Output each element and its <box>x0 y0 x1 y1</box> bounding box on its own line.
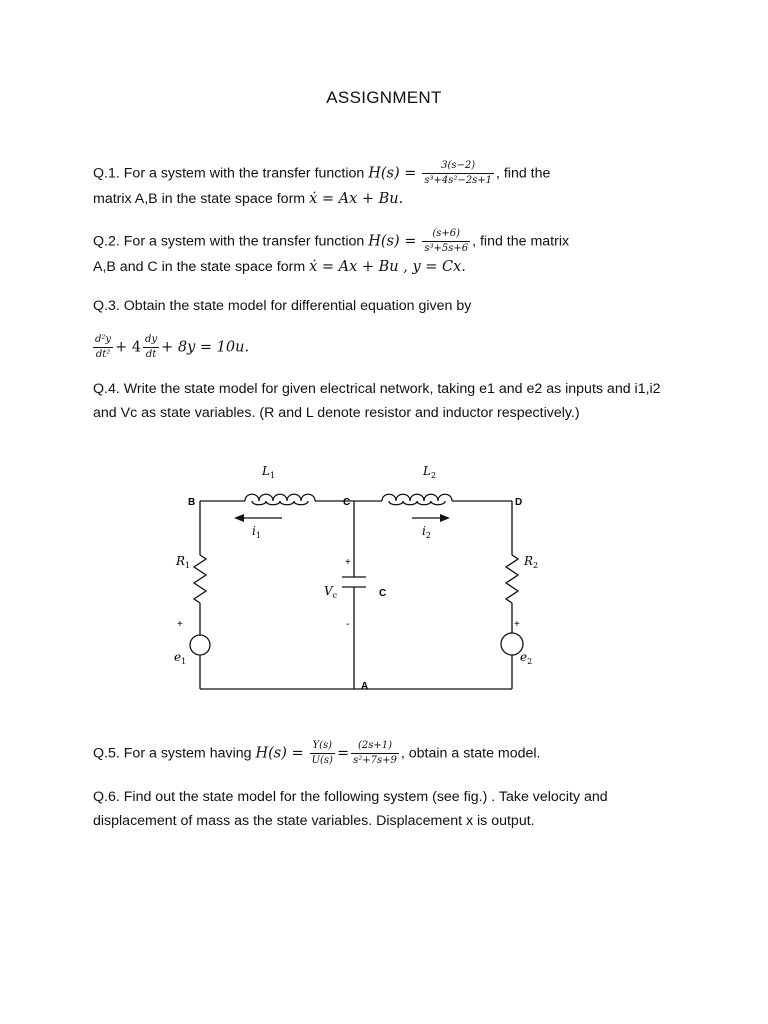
question-text: , obtain a state model. <box>400 745 541 762</box>
voltage-source-e1 <box>190 635 210 655</box>
fraction-numerator: d²y <box>93 334 113 348</box>
question-5 <box>93 740 683 767</box>
node-c-label: C <box>343 497 351 508</box>
transfer-function-fraction <box>351 740 399 767</box>
second-derivative-fraction <box>93 334 113 361</box>
arrow-i1-head <box>234 514 244 522</box>
equals-sign: = <box>336 745 350 762</box>
question-4 <box>93 377 683 425</box>
capacitor-plus-sign: + <box>345 557 351 568</box>
question-text: , find the matrix <box>472 233 570 250</box>
question-text: For a system with the transfer function <box>123 165 365 182</box>
resistor-r2 <box>506 555 518 603</box>
equation-term: + 8y = 10u. <box>161 339 250 356</box>
fraction-numerator: (2s+1) <box>351 740 399 754</box>
question-text: A,B and C in the state space form <box>93 259 306 275</box>
question-number: Q.1. <box>93 165 120 182</box>
inductor-l2 <box>382 494 452 505</box>
transfer-function-label: H(s) = <box>255 745 304 762</box>
node-b-label: B <box>188 497 196 508</box>
question-number: Q.4. <box>93 381 120 397</box>
fraction-denominator: dt² <box>95 349 111 360</box>
question-text: matrix A,B in the state space form <box>93 191 306 207</box>
differential-equation <box>93 334 683 361</box>
node-d-label: D <box>515 497 523 508</box>
transfer-function-label: H(s) = <box>368 233 417 250</box>
page-title: ASSIGNMENT <box>326 88 442 107</box>
fraction-numerator: 3(s−2) <box>422 160 494 174</box>
state-equation: ẋ = Ax + Bu , y = Cx. <box>309 259 466 275</box>
capacitor-label: C <box>379 588 387 599</box>
question-6 <box>93 785 683 833</box>
transfer-function-label: H(s) = <box>368 165 417 182</box>
fraction-numerator: dy <box>143 334 159 348</box>
question-text: Write the state model for given electrical network, taking e1 and e2 as inputs and i1,i2 and Vc as state variables. (R and L denote resistor and inductor respectively.) <box>93 381 661 421</box>
capacitor-minus-sign: - <box>346 619 350 630</box>
fraction-numerator: Y(s) <box>310 740 335 754</box>
node-a-label: A <box>361 681 369 692</box>
fraction-numerator: (s+6) <box>422 228 470 242</box>
transfer-function-fraction <box>422 160 494 187</box>
question-text: For a system having <box>123 745 252 762</box>
fraction-denominator: s²+7s+9 <box>353 755 397 766</box>
transfer-function-fraction <box>422 228 470 255</box>
e2-label: $e_2$ <box>520 650 533 666</box>
output-input-fraction <box>310 740 335 767</box>
question-number: Q.5. <box>93 745 120 762</box>
question-number: Q.6. <box>93 789 120 805</box>
question-text: For a system with the transfer function <box>123 233 365 250</box>
question-text: , find the <box>495 165 551 182</box>
question-3 <box>93 294 683 318</box>
question-text: Find out the state model for the following system (see fig.) . Take velocity and displacement of mass as the state variables. Displacement x is output. <box>93 789 608 829</box>
question-number: Q.3. <box>93 298 120 314</box>
fraction-denominator: dt <box>145 349 157 360</box>
l1-label: $L_1$ <box>262 464 276 480</box>
i2-label: $i_2$ <box>422 524 431 540</box>
vc-label: $V_c$ <box>324 584 338 600</box>
i1-label: $i_1$ <box>252 524 261 540</box>
electrical-network-diagram <box>150 455 570 705</box>
e2-plus-sign: + <box>514 619 520 630</box>
fraction-denominator: s³+4s²−2s+1 <box>424 175 492 186</box>
arrow-i2-head <box>440 514 450 522</box>
e1-plus-sign: + <box>177 619 183 630</box>
fraction-denominator: s³+5s+6 <box>424 243 469 254</box>
r2-label: $R_2$ <box>524 554 539 570</box>
fraction-denominator: U(s) <box>311 755 333 766</box>
question-number: Q.2. <box>93 233 120 250</box>
state-equation: ẋ = Ax + Bu. <box>309 191 404 207</box>
inductor-l1 <box>245 494 315 505</box>
e1-label: $e_1$ <box>174 650 187 666</box>
first-derivative-fraction <box>143 334 159 361</box>
l2-label: $L_2$ <box>423 464 437 480</box>
question-2 <box>93 228 683 279</box>
equation-term: + 4 <box>115 339 142 356</box>
question-1 <box>93 160 683 211</box>
resistor-r1 <box>194 555 206 603</box>
question-text: Obtain the state model for differential equation given by <box>123 298 472 314</box>
r1-label: $R_1$ <box>176 554 191 570</box>
